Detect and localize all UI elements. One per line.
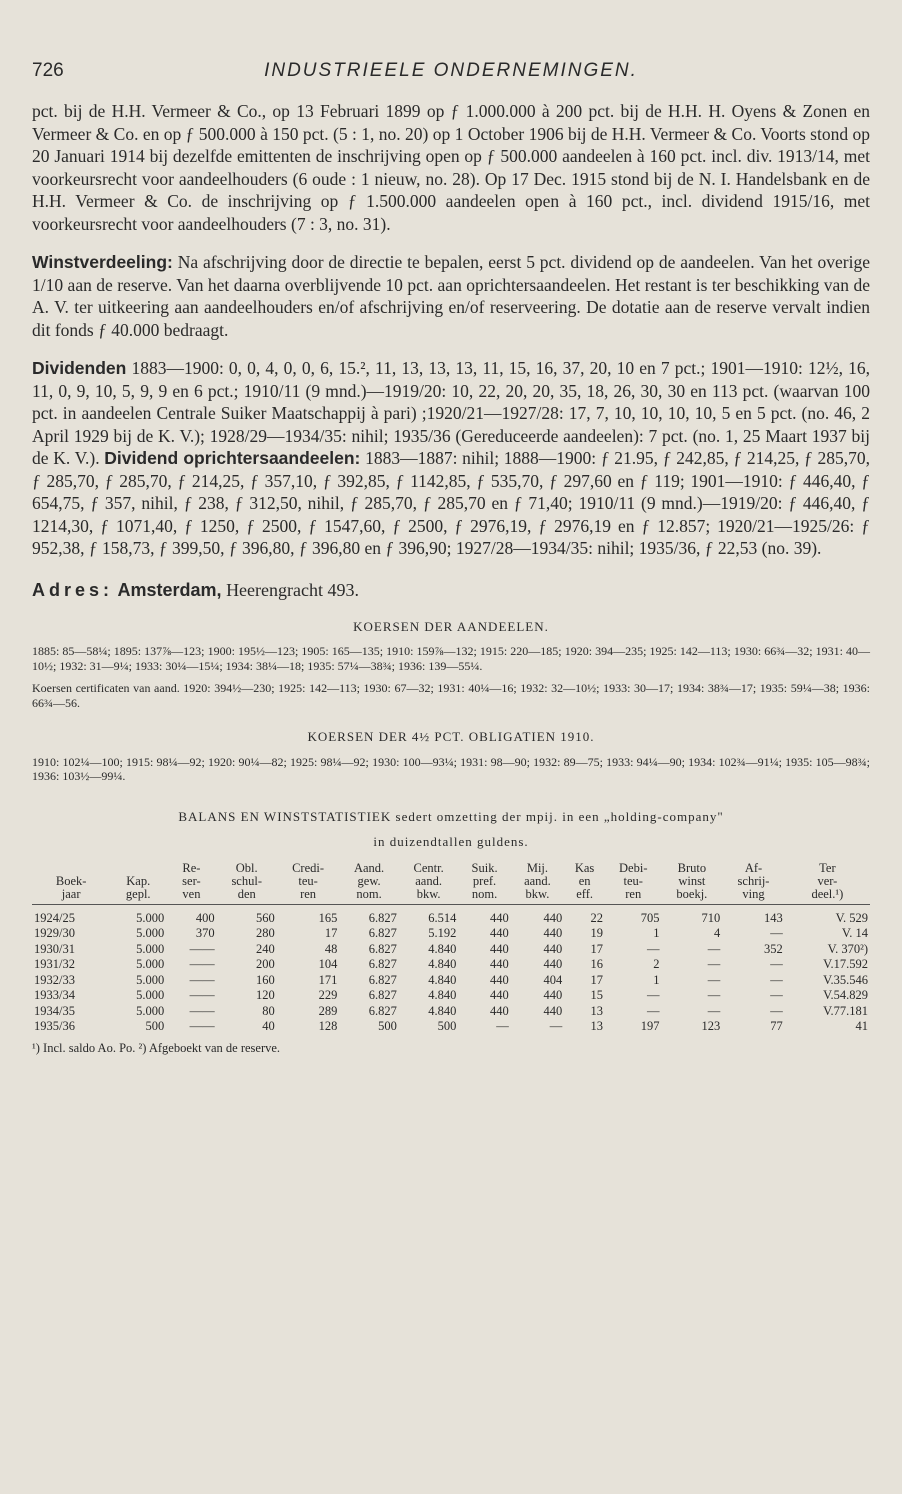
dividenden-label: Dividenden: [32, 358, 127, 378]
table-cell: 240: [256, 941, 275, 956]
table-cell: —: [770, 988, 783, 1002]
winstverdeeling-text: Na afschrijving door de directie te bepalen, eerst 5 pct. dividend op de aandeelen. Van het overige 1/10 aan de reserve. Van het daarna overblijvende 10 pct. aan oprichtersaandeelen. Het restant is ter beschikking van de A. V. ter uitkeering aan aandeelhouders en/of afschrijving en/of reserveering. De dotatie aan de reserve vervalt indien dit fonds ƒ 40.000 bedraagt.: [32, 252, 870, 340]
adres-city: Amsterdam,: [117, 579, 222, 600]
table-cell: 440: [489, 941, 509, 956]
table-cell: 500: [145, 1019, 165, 1033]
column-header: ver-: [817, 873, 838, 888]
table-cell: 6.827: [368, 988, 397, 1002]
table-cell: —: [549, 1019, 563, 1033]
table-cell: 19: [590, 926, 603, 940]
table-cell: 6.514: [428, 910, 457, 925]
table-cell: 123: [701, 1019, 721, 1033]
table-cell: 16: [590, 957, 603, 971]
koersen-obligatien-text: 1910: 102¼—100; 1915: 98¼—92; 1920: 90¼—82; 1925: 98¼—92; 1930: 100—93¼; 1931: 98—90; 1932: 89—75; 1933: 94¼—90; 1934: 102¾—91¼; 1935: 105—98¾; 1936: 103½—99¼.: [32, 754, 870, 783]
column-header: den: [217, 888, 277, 905]
table-cell: V. 370²): [827, 941, 868, 956]
table-cell: 17: [590, 972, 603, 987]
table-cell: 5.000: [136, 972, 165, 987]
table-cell: 5.000: [136, 910, 165, 925]
column-header: Suik.: [471, 860, 498, 875]
table-cell: 5.000: [136, 988, 165, 1002]
koersen-obligatien-title: KOERSEN DER 4½ PCT. OBLIGATIEN 1910.: [307, 729, 595, 744]
column-header: Centr.: [413, 860, 444, 875]
table-cell: 22: [590, 910, 603, 925]
table-cell: 165: [318, 910, 338, 925]
table-cell: —: [707, 941, 721, 956]
dividend-oprichters-text: 1883—1887: nihil; 1888—1900: ƒ 21.95, ƒ 242,85, ƒ 214,25, ƒ 285,70, ƒ 285,70, ƒ 285,70, ƒ 214,25, ƒ 357,10, ƒ 392,85, ƒ 1142,85, ƒ 535,70, ƒ 297,60 en ƒ 119; 1901—1910: ƒ 446,40, ƒ 654,75, ƒ 357, nihil, ƒ 238, ƒ 312,50, nihil, ƒ 285,70, ƒ 285,70 en ƒ 71,40; 1910/11 (9 mnd.)—1919/20: ƒ 446,40, ƒ 1214,30, ƒ 1071,40, ƒ 1250, ƒ 2500, ƒ 1547,60, ƒ 2500, ƒ 2976,19, ƒ 2976,19 en ƒ 12.857; 1920/21—1925/26: ƒ 952,38, ƒ 158,73, ƒ 399,50, ƒ 396,80, ƒ 396,80 en ƒ 396,90; 1927/28—1934/35: nihil; 1935/36, ƒ 22,53 (no. 39).: [32, 448, 870, 558]
table-row: [32, 926, 870, 942]
running-title: INDUSTRIEELE ONDERNEMINGEN.: [264, 60, 638, 81]
column-header: winst: [678, 873, 706, 888]
page-body: [32, 100, 870, 1056]
table-cell: 160: [256, 972, 275, 987]
table-cell: 440: [543, 926, 563, 940]
winstverdeeling-label: Winstverdeeling:: [32, 252, 173, 272]
table-cell: 440: [489, 972, 509, 987]
table-cell: —: [707, 1003, 721, 1018]
table-cell: 4.840: [428, 988, 457, 1002]
column-header: en: [578, 873, 591, 888]
table-cell: 1935/36: [34, 1019, 75, 1033]
intro-paragraph: pct. bij de H.H. Vermeer & Co., op 13 Februari 1899 op ƒ 1.000.000 à 200 pct. bij de H.H. H. Oyens & Zonen en Vermeer & Co. en op ƒ 500.000 à 150 pct. (5 : 1, no. 20) op 1 October 1906 bij de H.H. Vermeer & Co. Voorts stond op 20 Januari 1914 bij dezelfde emittenten de inschrijving open op ƒ 500.000 aandeelen à 160 pct. incl. div. 1913/14, met voorkeursrecht voor aandeelhouders (6 oude : 1 nieuw, no. 28). Op 17 Dec. 1915 stond bij de N. I. Handelsbank en de H.H. Vermeer & Co. de inschrijving op ƒ 1.500.000 aandeelen open à 160 pct., incl. dividend 1915/16, met voorkeursrecht voor aandeelhouders (7 : 3, no. 31).: [32, 101, 870, 234]
table-cell: —: [770, 972, 783, 987]
table-row: [32, 988, 870, 1004]
adres-street: Heerengracht 493.: [226, 579, 359, 600]
table-cell: 197: [640, 1019, 660, 1033]
column-header: teu-: [623, 873, 643, 888]
table-cell: —: [770, 1003, 783, 1018]
table-cell: —: [707, 988, 721, 1002]
table-cell: ——: [189, 972, 215, 987]
table-cell: 6.827: [368, 1003, 397, 1018]
table-cell: 352: [764, 941, 783, 956]
table-cell: 128: [318, 1019, 338, 1033]
table-cell: 440: [489, 957, 509, 971]
winstverdeeling-paragraph: [32, 251, 870, 341]
table-cell: 41: [855, 1019, 868, 1033]
table-cell: 440: [543, 910, 563, 925]
table-cell: 171: [318, 972, 338, 987]
column-header: boekj.: [662, 888, 723, 905]
table-cell: 17: [590, 941, 603, 956]
koersen-obligatien-section: [32, 726, 870, 784]
column-header: schrij-: [737, 873, 770, 888]
table-cell: 1932/33: [34, 972, 75, 987]
table-cell: 289: [318, 1003, 338, 1018]
table-cell: —: [770, 957, 783, 971]
table-cell: 4.840: [428, 941, 457, 956]
table-cell: V.35.546: [823, 972, 868, 987]
table-cell: 1933/34: [34, 988, 75, 1002]
table-row: [32, 1004, 870, 1020]
koersen-certificaten-text: Koersen certificaten van aand. 1920: 394½—230; 1925: 142—113; 1930: 67—32; 1931: 40¼—16; 1932: 32—10½; 1933: 30—17; 1934: 38¾—17; 1935: 59¼—38; 1936: 66¾—56.: [32, 681, 870, 710]
table-cell: 440: [489, 926, 509, 940]
table-cell: 5.000: [136, 957, 165, 971]
column-header: ren: [277, 888, 340, 905]
table-cell: —: [647, 1003, 660, 1018]
table-cell: V.17.592: [823, 957, 868, 971]
table-cell: V. 529: [835, 910, 868, 925]
table-cell: —: [647, 941, 660, 956]
table-cell: 1: [653, 972, 660, 987]
column-header: Boek-: [55, 873, 87, 888]
column-header: Aand.: [353, 860, 385, 875]
table-cell: 40: [262, 1019, 275, 1033]
column-header: Ter: [819, 860, 836, 875]
column-header: Mij.: [526, 860, 549, 875]
table-cell: 4.840: [428, 1003, 457, 1018]
table-cell: 200: [256, 957, 275, 971]
column-header: nom.: [458, 888, 510, 905]
adres-line: [32, 578, 870, 602]
column-header: ren: [605, 888, 662, 905]
column-header: pref.: [472, 873, 497, 888]
column-header: bkw.: [511, 888, 564, 905]
column-header: aand.: [415, 873, 442, 888]
table-cell: 440: [543, 988, 563, 1002]
table-cell: 6.827: [368, 926, 397, 940]
table-cell: 705: [640, 910, 660, 925]
table-cell: 1929/30: [34, 926, 75, 940]
table-cell: 17: [324, 926, 338, 940]
table-cell: 143: [764, 910, 783, 925]
balans-title: BALANS EN WINSTSTATISTIEK sedert omzetting der mpij. in een „holding-company": [178, 808, 724, 824]
column-header: Kap.: [126, 873, 151, 888]
table-header-row: [32, 875, 870, 888]
table-cell: V.54.829: [823, 988, 868, 1002]
column-header: Credi-: [292, 860, 325, 875]
column-header: Debi-: [619, 860, 648, 875]
column-header: [110, 862, 166, 875]
table-cell: —: [496, 1019, 509, 1033]
column-header: [32, 862, 110, 875]
table-cell: 2: [653, 957, 660, 971]
table-cell: 370: [195, 926, 215, 940]
column-header: Bruto: [677, 860, 707, 875]
table-cell: 280: [256, 926, 275, 940]
table-cell: 4: [713, 926, 721, 940]
column-header: nom.: [339, 888, 399, 905]
table-cell: 4.840: [428, 957, 457, 971]
table-cell: 1930/31: [34, 941, 75, 956]
table-cell: 6.827: [368, 957, 397, 971]
column-header: jaar: [32, 888, 110, 905]
adres-label: Adres:: [32, 579, 114, 600]
table-row: [32, 904, 870, 926]
column-header: teu-: [298, 873, 318, 888]
table-cell: ——: [189, 1019, 215, 1033]
column-header: schul-: [231, 873, 262, 888]
table-cell: 1934/35: [34, 1003, 75, 1018]
table-cell: 500: [378, 1019, 397, 1033]
dividenden-paragraph: [32, 357, 870, 560]
page-number: 726: [32, 60, 64, 81]
balans-footnote: ¹) Incl. saldo Ao. Po. ²) Afgeboekt van de reserve.: [32, 1040, 281, 1055]
table-cell: V. 14: [841, 926, 868, 940]
table-cell: 440: [543, 1003, 563, 1018]
column-header: bkw.: [399, 888, 459, 905]
table-cell: 13: [590, 1019, 603, 1033]
column-header: ven: [166, 888, 216, 905]
table-cell: 560: [256, 910, 275, 925]
table-cell: 6.827: [368, 972, 397, 987]
table-cell: 440: [543, 941, 563, 956]
table-cell: 77: [770, 1019, 783, 1033]
table-cell: 104: [318, 957, 338, 971]
koersen-aandeelen-section: [32, 616, 870, 711]
table-row: [32, 1019, 870, 1035]
table-cell: —: [707, 957, 721, 971]
table-cell: 80: [262, 1003, 275, 1018]
column-header: ser-: [182, 873, 201, 888]
table-cell: —: [707, 972, 721, 987]
table-cell: 1924/25: [34, 910, 75, 925]
table-cell: 6.827: [368, 941, 397, 956]
page-header: [32, 60, 870, 86]
table-cell: 1931/32: [34, 957, 75, 971]
column-header: Re-: [182, 860, 201, 875]
table-cell: 440: [543, 957, 563, 971]
table-cell: 5.000: [136, 1003, 165, 1018]
table-cell: 500: [437, 1019, 457, 1033]
dividenden-text: 1883—1900: 0, 0, 4, 0, 0, 6, 15.², 11, 13, 13, 13, 11, 15, 16, 37, 20, 10 en 7 pct.; 1901—1910: 12½, 16, 11, 0, 9, 10, 5, 9, 9 en 6 pct.; 1910/11 (9 mnd.)—1919/20: 10, 22, 20, 20, 35, 18, 26, 30, 30 en 113 pct. (waarvan 100 pct. in aandeelen Centrale Suiker Maatschappij à pari) ;1920/21—1927/28: 17, 7, 10, 10, 10, 10, 5 en 5 pct. (no. 46, 2 April 1929 bij de K. V.); 1928/29—1934/35: nihil; 1935/36 (Gereduceerde aandeelen): 7 pct. (no. 1, 25 Maart 1937 bij de K. V.).: [32, 358, 870, 468]
column-header: Kas: [574, 860, 595, 875]
table-cell: 400: [195, 910, 215, 925]
table-header-row: [32, 888, 870, 905]
table-cell: —: [770, 926, 783, 940]
column-header: eff.: [564, 888, 605, 905]
table-cell: 1: [653, 926, 660, 940]
column-header: Obl.: [235, 860, 258, 875]
table-cell: 5.192: [428, 926, 457, 940]
table-cell: 5.000: [136, 941, 165, 956]
table-cell: —: [647, 988, 660, 1002]
table-header-row: [32, 862, 870, 875]
table-cell: 5.000: [136, 926, 165, 940]
table-cell: 120: [256, 988, 275, 1002]
table-cell: 48: [324, 941, 338, 956]
column-header: deel.¹): [785, 888, 870, 905]
table-cell: 440: [489, 910, 509, 925]
table-cell: 4.840: [428, 972, 457, 987]
dividend-oprichters-label: Dividend oprichtersaandeelen:: [104, 448, 361, 468]
table-cell: 229: [318, 988, 338, 1002]
table-cell: 440: [489, 988, 509, 1002]
balans-subtitle: in duizendtallen guldens.: [373, 834, 529, 849]
koersen-aandeelen-text: 1885: 85—58¼; 1895: 137⅞—123; 1900: 195½—123; 1905: 165—135; 1910: 159⅞—132; 1915: 220—185; 1920: 394—235; 1925: 142—113; 1930: 66¾—32; 1931: 40—10½; 1932: 31—9¼; 1933: 30¼—15¼; 1934: 38¼—18; 1935: 57¼—38¾; 1936: 139—55¼.: [32, 644, 870, 673]
column-header: aand.: [524, 873, 551, 888]
table-cell: ——: [189, 988, 215, 1002]
table-cell: 13: [590, 1003, 603, 1018]
column-header: gew.: [357, 873, 381, 888]
table-cell: 710: [701, 910, 721, 925]
column-header: ving: [722, 888, 785, 905]
table-cell: 15: [590, 988, 603, 1002]
table-row: [32, 942, 870, 958]
balans-table: [32, 862, 870, 1035]
table-cell: 404: [543, 972, 563, 987]
table-row: [32, 973, 870, 989]
table-cell: 440: [489, 1003, 509, 1018]
koersen-aandeelen-title: KOERSEN DER AANDEELEN.: [353, 618, 549, 634]
table-cell: ——: [189, 941, 215, 956]
column-header: gepl.: [110, 888, 166, 905]
table-cell: 6.827: [368, 910, 397, 925]
table-cell: V.77.181: [823, 1003, 868, 1018]
table-cell: ——: [189, 957, 215, 971]
column-header: Af-: [744, 860, 763, 875]
balans-section: [32, 806, 870, 1056]
table-row: [32, 957, 870, 973]
table-cell: ——: [189, 1003, 215, 1018]
